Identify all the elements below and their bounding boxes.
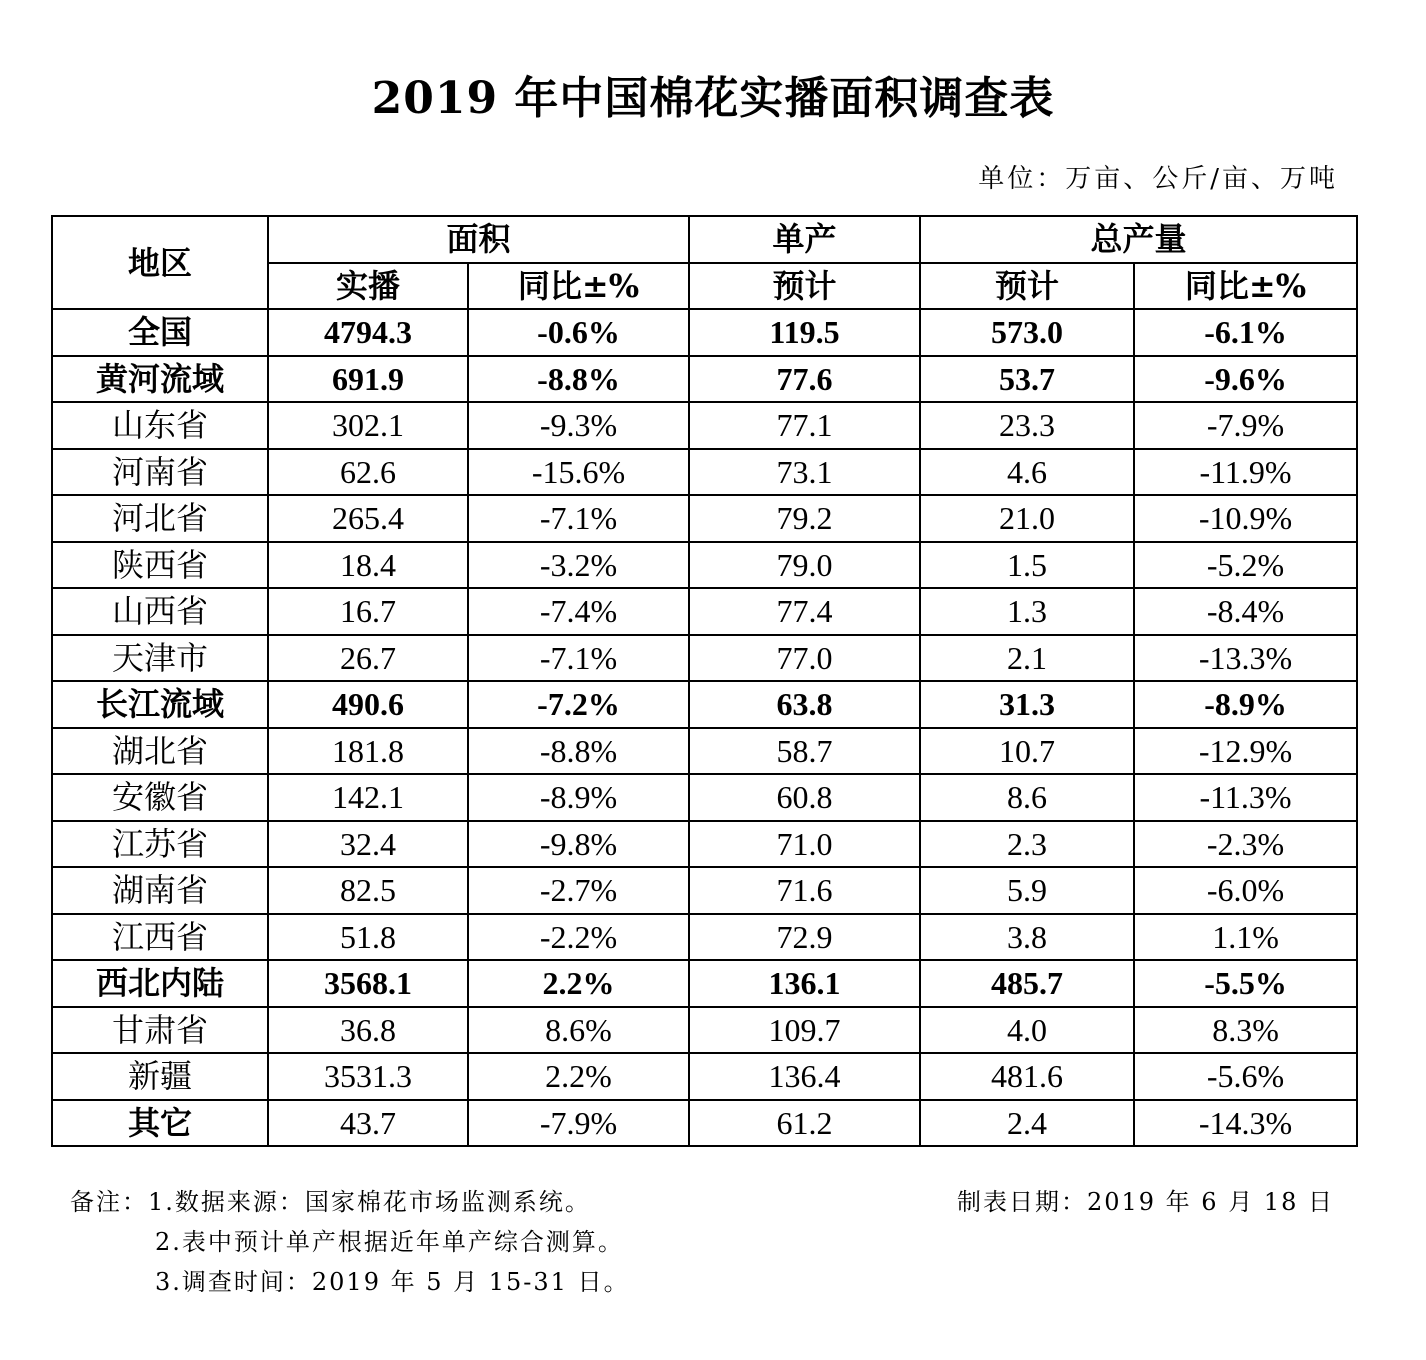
cell-output-yoy: -9.6% — [1134, 356, 1357, 403]
cell-yield-est: 77.4 — [689, 588, 920, 635]
cell-area-sown: 691.9 — [268, 356, 468, 403]
cell-region: 安徽省 — [52, 774, 268, 821]
table-row — [52, 356, 1357, 403]
cell-output-est: 4.6 — [920, 449, 1134, 496]
table-row — [52, 542, 1357, 589]
cell-yield-est: 79.0 — [689, 542, 920, 589]
cell-output-yoy: -5.2% — [1134, 542, 1357, 589]
cell-region: 其它 — [52, 1100, 268, 1147]
cell-area-yoy: -8.9% — [468, 774, 689, 821]
table-row — [52, 402, 1357, 449]
cell-area-sown: 3531.3 — [268, 1053, 468, 1100]
cell-yield-est: 72.9 — [689, 914, 920, 961]
cell-yield-est: 77.6 — [689, 356, 920, 403]
cell-area-sown: 32.4 — [268, 821, 468, 868]
cell-area-sown: 36.8 — [268, 1007, 468, 1054]
cell-region: 甘肃省 — [52, 1007, 268, 1054]
cell-region: 西北内陆 — [52, 960, 268, 1007]
cell-region: 江苏省 — [52, 821, 268, 868]
cell-output-est: 10.7 — [920, 728, 1134, 775]
header-yield-est: 预计 — [689, 263, 920, 310]
cell-area-yoy: 2.2% — [468, 960, 689, 1007]
header-output-est: 预计 — [920, 263, 1134, 310]
table-row — [52, 821, 1357, 868]
cell-yield-est: 109.7 — [689, 1007, 920, 1054]
cell-output-yoy: -7.9% — [1134, 402, 1357, 449]
cell-region: 黄河流域 — [52, 356, 268, 403]
cell-output-est: 481.6 — [920, 1053, 1134, 1100]
cell-output-yoy: -14.3% — [1134, 1100, 1357, 1147]
cell-output-yoy: -2.3% — [1134, 821, 1357, 868]
cell-output-est: 4.0 — [920, 1007, 1134, 1054]
cell-output-yoy: -10.9% — [1134, 495, 1357, 542]
cell-area-yoy: -7.1% — [468, 495, 689, 542]
cell-output-yoy: 1.1% — [1134, 914, 1357, 961]
cell-area-yoy: -9.3% — [468, 402, 689, 449]
cell-output-yoy: -6.0% — [1134, 867, 1357, 914]
cell-output-est: 53.7 — [920, 356, 1134, 403]
cell-yield-est: 63.8 — [689, 681, 920, 728]
cell-yield-est: 136.1 — [689, 960, 920, 1007]
cell-yield-est: 77.0 — [689, 635, 920, 682]
header-region: 地区 — [52, 216, 268, 309]
cell-output-est: 2.4 — [920, 1100, 1134, 1147]
cell-output-est: 5.9 — [920, 867, 1134, 914]
table-row — [52, 728, 1357, 775]
cell-area-yoy: -9.8% — [468, 821, 689, 868]
cell-area-yoy: -8.8% — [468, 356, 689, 403]
cell-region: 长江流域 — [52, 681, 268, 728]
page-title: 2019 年中国棉花实播面积调查表 — [371, 73, 1055, 124]
table-row — [52, 1053, 1357, 1100]
header-area-yoy: 同比±% — [468, 263, 689, 310]
cell-area-yoy: -8.8% — [468, 728, 689, 775]
cell-area-yoy: 8.6% — [468, 1007, 689, 1054]
cell-region: 全国 — [52, 309, 268, 356]
cell-output-est: 3.8 — [920, 914, 1134, 961]
header-output-yoy: 同比±% — [1134, 263, 1357, 310]
cell-yield-est: 61.2 — [689, 1100, 920, 1147]
cell-yield-est: 71.6 — [689, 867, 920, 914]
cell-yield-est: 60.8 — [689, 774, 920, 821]
cell-region: 天津市 — [52, 635, 268, 682]
cell-output-est: 23.3 — [920, 402, 1134, 449]
cell-output-yoy: -12.9% — [1134, 728, 1357, 775]
cell-output-yoy: -6.1% — [1134, 309, 1357, 356]
cell-area-sown: 62.6 — [268, 449, 468, 496]
cell-output-yoy: -11.3% — [1134, 774, 1357, 821]
table-date: 制表日期：2019 年 6 月 18 日 — [956, 1188, 1334, 1216]
table-row — [52, 960, 1357, 1007]
cell-area-yoy: -7.4% — [468, 588, 689, 635]
cell-area-sown: 181.8 — [268, 728, 468, 775]
cell-output-est: 2.1 — [920, 635, 1134, 682]
cell-output-yoy: -5.6% — [1134, 1053, 1357, 1100]
table-row — [52, 588, 1357, 635]
table-row — [52, 635, 1357, 682]
cell-area-sown: 51.8 — [268, 914, 468, 961]
cell-yield-est: 79.2 — [689, 495, 920, 542]
cell-yield-est: 136.4 — [689, 1053, 920, 1100]
cell-output-yoy: -13.3% — [1134, 635, 1357, 682]
header-row-1 — [52, 216, 1357, 263]
cell-area-sown: 26.7 — [268, 635, 468, 682]
cell-area-sown: 82.5 — [268, 867, 468, 914]
table-row — [52, 449, 1357, 496]
note-survey-time: 3.调查时间：2019 年 5 月 15-31 日。 — [155, 1268, 630, 1296]
cell-area-sown: 3568.1 — [268, 960, 468, 1007]
cell-area-yoy: -7.2% — [468, 681, 689, 728]
cell-region: 山西省 — [52, 588, 268, 635]
cell-output-est: 2.3 — [920, 821, 1134, 868]
cell-output-est: 485.7 — [920, 960, 1134, 1007]
cell-area-sown: 16.7 — [268, 588, 468, 635]
cell-area-sown: 43.7 — [268, 1100, 468, 1147]
table-row — [52, 774, 1357, 821]
note-source: 备注：1.数据来源：国家棉花市场监测系统。 — [70, 1188, 591, 1216]
table-row — [52, 309, 1357, 356]
cell-area-sown: 4794.3 — [268, 309, 468, 356]
table-row — [52, 681, 1357, 728]
cell-area-yoy: -3.2% — [468, 542, 689, 589]
cell-region: 江西省 — [52, 914, 268, 961]
cell-area-sown: 302.1 — [268, 402, 468, 449]
cell-area-sown: 265.4 — [268, 495, 468, 542]
cell-output-yoy: -8.9% — [1134, 681, 1357, 728]
header-area: 面积 — [268, 216, 689, 263]
cell-output-est: 1.5 — [920, 542, 1134, 589]
cell-region: 河南省 — [52, 449, 268, 496]
cell-area-yoy: -0.6% — [468, 309, 689, 356]
cell-output-est: 8.6 — [920, 774, 1134, 821]
cell-output-est: 21.0 — [920, 495, 1134, 542]
cell-yield-est: 73.1 — [689, 449, 920, 496]
table-row — [52, 1100, 1357, 1147]
unit-label: 单位：万亩、公斤/亩、万吨 — [978, 164, 1338, 194]
cell-output-est: 573.0 — [920, 309, 1134, 356]
table-row — [52, 914, 1357, 961]
cell-area-yoy: -7.9% — [468, 1100, 689, 1147]
cell-area-sown: 18.4 — [268, 542, 468, 589]
cell-region: 湖北省 — [52, 728, 268, 775]
cell-output-est: 1.3 — [920, 588, 1134, 635]
header-area-sown: 实播 — [268, 263, 468, 310]
cell-region: 新疆 — [52, 1053, 268, 1100]
cell-region: 河北省 — [52, 495, 268, 542]
cell-area-yoy: 2.2% — [468, 1053, 689, 1100]
cell-output-yoy: -8.4% — [1134, 588, 1357, 635]
cotton-area-table — [51, 215, 1358, 1147]
cell-area-sown: 142.1 — [268, 774, 468, 821]
cell-area-yoy: -15.6% — [468, 449, 689, 496]
cell-area-yoy: -2.2% — [468, 914, 689, 961]
cell-yield-est: 58.7 — [689, 728, 920, 775]
cell-area-sown: 490.6 — [268, 681, 468, 728]
cell-output-yoy: -11.9% — [1134, 449, 1357, 496]
cell-yield-est: 119.5 — [689, 309, 920, 356]
cell-region: 陕西省 — [52, 542, 268, 589]
cell-region: 山东省 — [52, 402, 268, 449]
cell-yield-est: 71.0 — [689, 821, 920, 868]
cell-yield-est: 77.1 — [689, 402, 920, 449]
table-row — [52, 1007, 1357, 1054]
header-yield: 单产 — [689, 216, 920, 263]
header-output: 总产量 — [920, 216, 1357, 263]
cell-output-est: 31.3 — [920, 681, 1134, 728]
cell-area-yoy: -7.1% — [468, 635, 689, 682]
cell-output-yoy: -5.5% — [1134, 960, 1357, 1007]
cell-region: 湖南省 — [52, 867, 268, 914]
table-row — [52, 495, 1357, 542]
table-row — [52, 867, 1357, 914]
note-method: 2.表中预计单产根据近年单产综合测算。 — [155, 1228, 624, 1256]
cell-output-yoy: 8.3% — [1134, 1007, 1357, 1054]
cell-area-yoy: -2.7% — [468, 867, 689, 914]
